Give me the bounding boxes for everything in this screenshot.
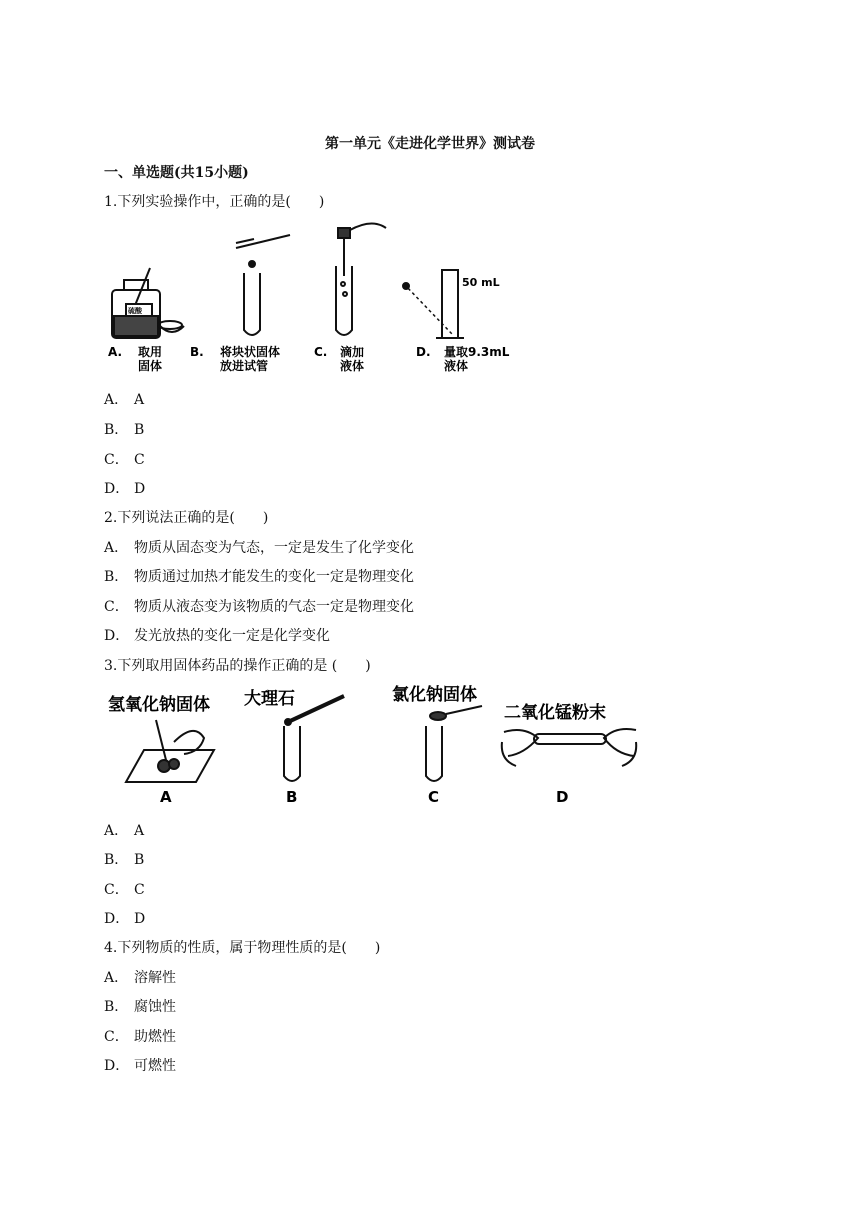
question-2-option-a: A． 物质从固态变为气态，一定是发生了化学变化: [104, 540, 414, 556]
fig3-letter-d: D: [556, 788, 569, 806]
fig3-label-c: 氯化钠固体: [392, 685, 477, 705]
question-4-option-a: A． 溶解性: [104, 970, 176, 986]
fig1-label-c-line2: 液体: [340, 359, 365, 373]
fig1-label-d-line2: 液体: [444, 359, 469, 373]
fig3-letter-a: A: [160, 788, 172, 806]
fig1-label-c-line1: 滴加: [340, 345, 365, 359]
question-2-option-d: D． 发光放热的变化一定是化学变化: [104, 628, 330, 644]
fig1-label-b-line2: 放进试管: [220, 359, 269, 373]
fig3-label-a: 氢氧化钠固体: [108, 695, 210, 715]
solid-reagent-diagram: [104, 682, 644, 812]
measuring-cylinder-drawing: [403, 270, 464, 338]
bottle-label: 硫酸: [128, 307, 142, 315]
test-tube-c-drawing: [336, 223, 386, 335]
question-2-stem: 2.下列说法正确的是( ): [104, 510, 269, 526]
question-3-figure: [104, 682, 644, 812]
fig3-label-d: 二氧化锰粉末: [504, 703, 606, 723]
section-heading: 一、单选题(共15小题): [104, 165, 249, 181]
question-1-option-b: B． B: [104, 422, 145, 438]
question-3-stem: 3.下列取用固体药品的操作正确的是 ( ): [104, 658, 371, 674]
fig1-label-a-line2: 固体: [138, 359, 163, 373]
question-3-option-d: D． D: [104, 911, 146, 927]
question-1-option-a: A． A: [104, 392, 145, 408]
test-tube-d-drawing: [502, 729, 636, 766]
fig3-letter-b: B: [286, 788, 298, 806]
question-1-option-c: C． C: [104, 452, 145, 468]
lab-operations-diagram: [104, 218, 544, 378]
question-1-option-d: D． D: [104, 481, 146, 497]
question-4-option-c: C． 助燃性: [104, 1029, 176, 1045]
fig1-label-a-line1: 取用: [138, 345, 163, 359]
fig3-letter-c: C: [428, 788, 440, 806]
question-4-option-d: D． 可燃性: [104, 1058, 176, 1074]
question-1-figure: [104, 218, 544, 378]
fig1-label-d-letter: D.: [416, 345, 431, 359]
fig1-label-c-letter: C.: [314, 345, 328, 359]
reagent-bottle-drawing: [112, 268, 184, 338]
test-tube-c-drawing: [426, 706, 482, 781]
question-2-option-c: C． 物质从液态变为该物质的气态一定是物理变化: [104, 599, 414, 615]
question-3-option-a: A． A: [104, 823, 145, 839]
fig1-label-b-letter: B.: [190, 345, 204, 359]
balance-paper-drawing: [126, 720, 214, 782]
question-4-stem: 4.下列物质的性质，属于物理性质的是( ): [104, 940, 381, 956]
question-2-option-b: B． 物质通过加热才能发生的变化一定是物理变化: [104, 569, 414, 585]
fig3-label-b: 大理石: [244, 689, 295, 709]
fig1-label-a-letter: A.: [108, 345, 123, 359]
fig1-label-b-line1: 将块状固体: [220, 345, 281, 359]
question-3-option-b: B． B: [104, 852, 145, 868]
cylinder-volume-label: 50 mL: [462, 276, 500, 289]
question-3-option-c: C． C: [104, 882, 145, 898]
page-title: 第一单元《走进化学世界》测试卷: [325, 136, 535, 152]
test-tube-b-drawing: [236, 235, 290, 335]
question-1-stem: 1.下列实验操作中，正确的是( ): [104, 194, 325, 210]
fig1-label-d-line1: 量取9.3mL: [444, 345, 510, 359]
question-4-option-b: B． 腐蚀性: [104, 999, 176, 1015]
